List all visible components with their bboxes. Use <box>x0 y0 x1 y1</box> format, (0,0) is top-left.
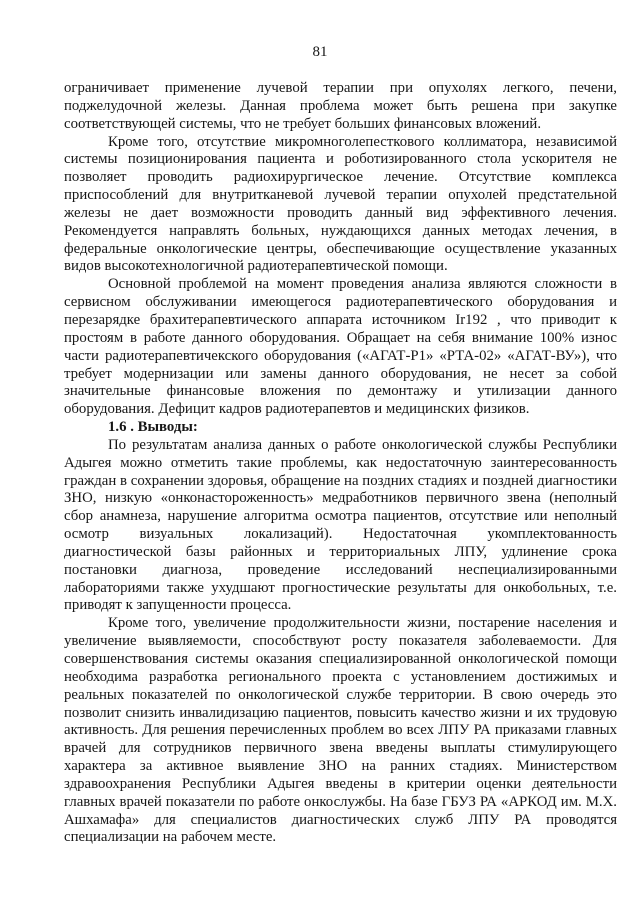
paragraph-conclusions: По результатам анализа данных о работе онкологической службы Республики Адыгея можно отметить такие проблемы, как недостаточную заинтересованность граждан в сохранении здоровья, обращение на поздних стадиях и поздней диагностики ЗНО, низкую «онконастороженность» медработников первичного звена (неполный сбор анамнеза, нарушение алгоритма осмотра пациентов, отсутствие или неполный осмотр визуальных локализаций). Недостаточная укомплектованность диагностической базы районных и территориальных ЛПУ, удлинение срока постановки диагноза, проведение исследований неспециализированными лабораториями также ухудшают прогностические результаты для онкобольных, т.е. приводят к запущенности процесса. <box>64 436 617 614</box>
paragraph-collimator: Кроме того, отсутствие микромноголепесткового коллиматора, независимой системы позиционирования пациента и роботизированного стола ускорителя не позволяет проводить радиохирургическое лечение. Отсутствие комплекса приспособлений для внутритканевой лучевой терапии опухолей предстательной железы не дает возможности проводить данный вид эффективного лечения. Рекомендуется направлять больных, нуждающихся данных методах лечения, в федеральные онкологические центры, обеспечивающие осуществление указанных видов высокотехнологичной радиотерапевтической помощи. <box>64 133 617 275</box>
section-heading: 1.6 . Выводы: <box>108 419 198 436</box>
paragraph-recommendations: Кроме того, увеличение продолжительности жизни, постарение населения и увеличение выявляемости, способствуют росту показателя заболеваемости. Для совершенствования системы оказания специализированной онкологической помощи необходима разработка регионального проекта с установлением достижимых и реальных показателей по онкологической службе территории. В свою очередь это позволит снизить инвалидизацию пациентов, повысить качество жизни и их трудовую активность. Для решения перечисленных проблем во всех ЛПУ РА приказами главных врачей для сотрудников первичного звена введены выплаты стимулирующего характера за активное выявление ЗНО на ранних стадиях. Министерством здравоохранения Республики Адыгея введены в критерии оценки деятельности главных врачей показатели по работе онкослужбы. На базе ГБУЗ РА «АРКОД им. М.Х. Ашхамафа» для специалистов диагностических служб ЛПУ РА проводятся специализации на рабочем месте. <box>64 615 617 846</box>
page-number: 81 <box>312 44 328 60</box>
paragraph-main-problem: Основной проблемой на момент проведения анализа являются сложности в сервисном обслуживании имеющегося радиотерапевтического оборудования и перезарядке брахитерапевтического аппарата источником Ir192 , что приводит к простоям в работе данного оборудования. Обращает на себя внимание 100% износ части радиотерапевтичекского оборудования («АГАТ-Р1» «РТА-02» «АГАТ-ВУ»), что требует модернизации или замены данного оборудования, не несет за собой значительные финансовые вложения по демонтажу и утилизации данного оборудования. Дефицит кадров радиотерапевтов и медицинских физиков. <box>64 276 617 418</box>
paragraph-continuation: ограничивает применение лучевой терапии при опухолях легкого, печени, поджелудочной железы. Данная проблема может быть решена при закупке соответствующей системы, что не требует больших финансовых вложений. <box>64 80 617 132</box>
document-body <box>64 80 617 847</box>
